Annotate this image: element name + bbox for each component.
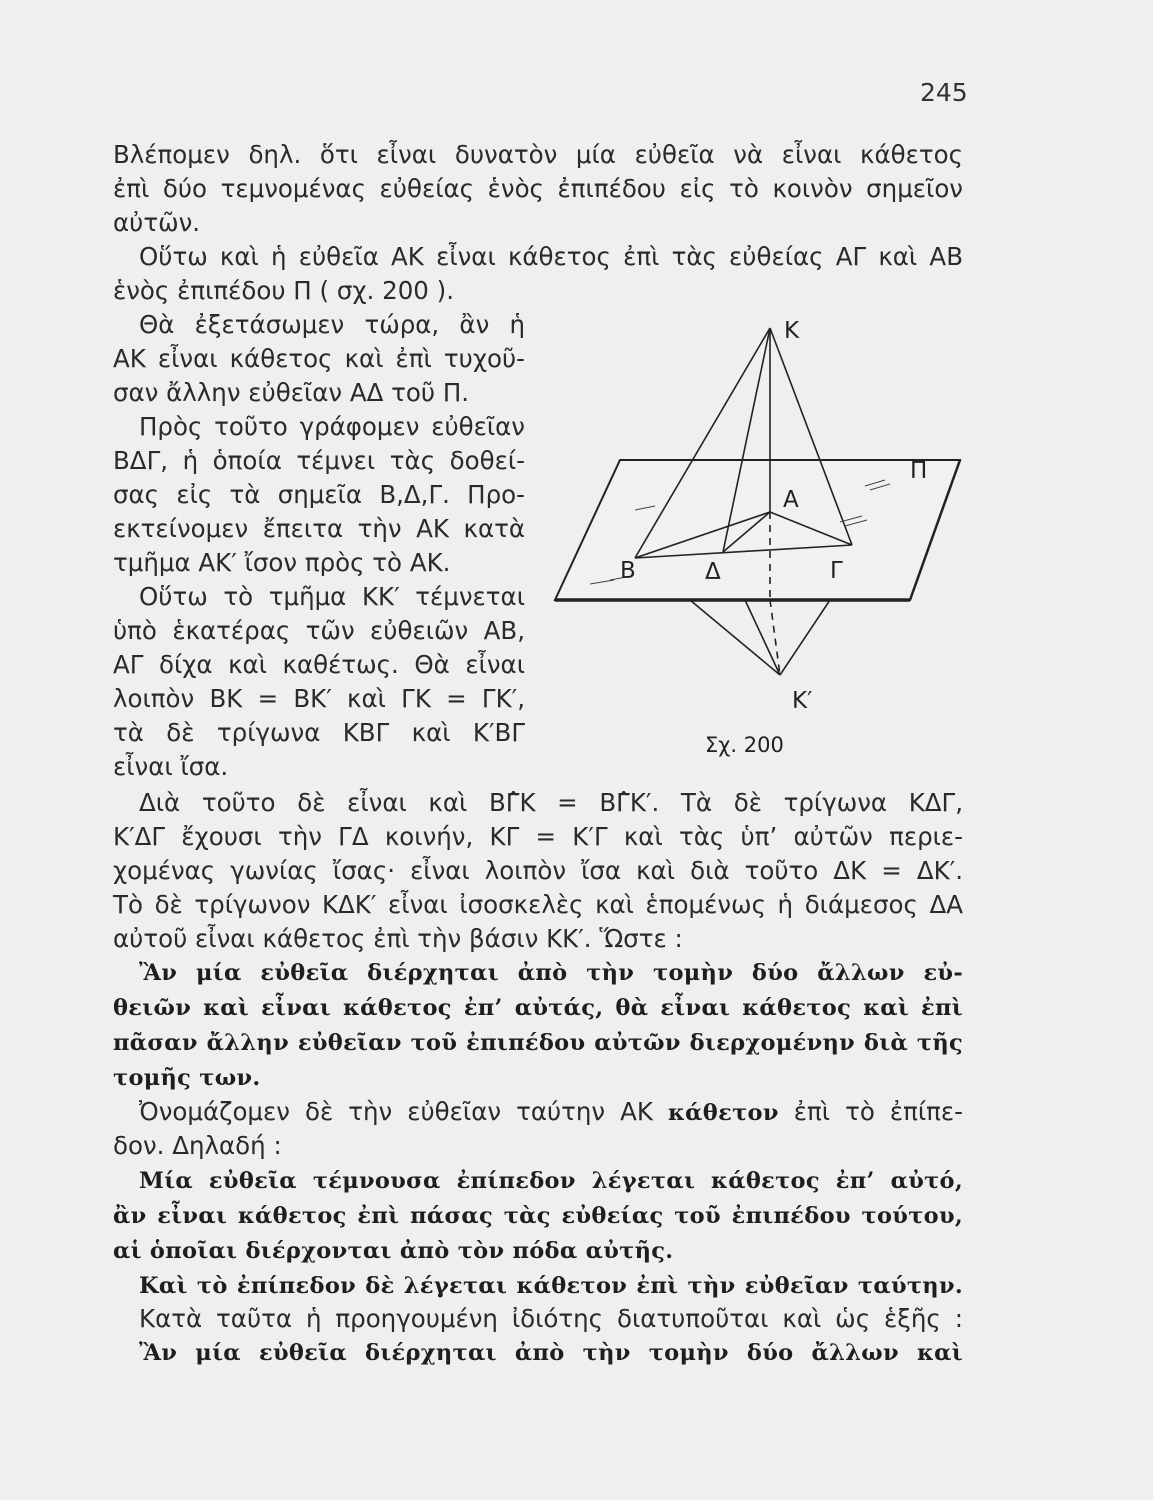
text-line: αὐτοῦ εἶναι κάθετος ἐπὶ τὴν βάσιν ΚΚ′. Ὥστε :: [113, 924, 683, 953]
text-line: Οὕτω τὸ τμῆμα ΚΚ′ τέμνεται: [139, 582, 525, 611]
text-line: ὑπὸ ἑκατέρας τῶν εὐθειῶν ΑΒ,: [113, 616, 525, 645]
text-line: Βλέπομεν δηλ. ὅτι εἶναι δυνατὸν μία εὐθεῖα νὰ εἶναι κάθετος: [113, 140, 963, 169]
text-line: ΑΓ δίχα καὶ καθέτως. Θὰ εἶναι: [113, 650, 525, 679]
text-line: Κατὰ ταῦτα ἡ προηγουμένη ἰδιότης διατυποῦται καὶ ὡς ἑξῆς :: [139, 1304, 963, 1333]
text-line: Κ′ΔΓ ἔχουσι τὴν ΓΔ κοινήν, ΚΓ = Κ′Γ καὶ τὰς ὑπ’ αὐτῶν περιε-: [113, 822, 963, 851]
segment-gk-prime: [780, 600, 830, 675]
segment-dk-prime: [745, 600, 780, 675]
figure-caption: Σχ. 200: [705, 733, 784, 757]
text-line: Μία εὐθεῖα τέμνουσα ἐπίπεδον λέγεται κάθετος ἐπ’ αὐτό,: [139, 1168, 963, 1194]
text-line: ἑνὸς ἐπιπέδου Π ( σχ. 200 ).: [113, 276, 455, 305]
text-line: τμῆμα ΑΚ′ ἴσον πρὸς τὸ ΑΚ.: [113, 548, 451, 577]
text-line: αἱ ὁποῖαι διέρχονται ἀπὸ τὸν πόδα αὐτῆς.: [113, 1238, 674, 1264]
label-b: Β: [620, 558, 636, 584]
text-line: εἶναι ἴσα.: [113, 752, 229, 781]
text-line: Καὶ τὸ ἐπίπεδον δὲ λέγεται κάθετον ἐπὶ τὴν εὐθεῖαν ταύτην.: [139, 1273, 963, 1299]
text-line: σας εἰς τὰ σημεῖα Β,Δ,Γ. Προ-: [113, 480, 525, 509]
segment-bk-prime: [690, 600, 780, 675]
text-line: αὐτῶν.: [113, 208, 201, 237]
text-line: εκτείνομεν ἔπειτα τὴν ΑΚ κατὰ: [113, 514, 525, 543]
text-line: Πρὸς τοῦτο γράφομεν εὐθεῖαν: [139, 412, 525, 441]
text-line: Διὰ τοῦτο δὲ εἶναι καὶ ΒΓ̂Κ = ΒΓ̂Κ′. Τὰ δὲ τρίγωνα ΚΔΓ,: [139, 788, 963, 817]
page-number: 245: [920, 78, 968, 107]
text-line: χομένας γωνίας ἴσας· εἶναι λοιπὸν ἴσα καὶ διὰ τοῦτο ΔΚ = ΔΚ′.: [113, 856, 963, 885]
text-line: Ἂν μία εὐθεῖα διέρχηται ἀπὸ τὴν τομὴν δύο ἄλλων εὐ-: [139, 960, 963, 986]
text-line: πᾶσαν ἄλλην εὐθεῖαν τοῦ ἐπιπέδου αὐτῶν διερχομένην διὰ τῆς: [113, 1030, 963, 1056]
text-line: ἐπὶ δύο τεμνομένας εὐθείας ἑνὸς ἐπιπέδου εἰς τὸ κοινὸν σημεῖον: [113, 174, 963, 203]
text-segment: Ὀνομάζομεν δὲ τὴν εὐθεῖαν ταύτην ΑΚ: [139, 1097, 669, 1126]
text-line: δον. Δηλαδή :: [113, 1131, 282, 1160]
text-line: ΒΔΓ, ἡ ὁποία τέμνει τὰς δοθεί-: [113, 446, 525, 475]
text-line: [113, 1095, 963, 1130]
figure-200: [540, 300, 990, 780]
text-line: ΑΚ εἶναι κάθετος καὶ ἐπὶ τυχοῦ-: [113, 344, 525, 373]
text-line: θειῶν καὶ εἶναι κάθετος ἐπ’ αὐτάς, θὰ εἶναι κάθετος καὶ ἐπὶ: [113, 995, 963, 1021]
text-segment: ἐπὶ τὸ ἐπίπε-: [778, 1097, 963, 1126]
emphasized-term: κάθετον: [668, 1100, 779, 1126]
label-a: Α: [783, 487, 799, 513]
text-line: τομῆς των.: [113, 1065, 261, 1091]
text-line: Θὰ ἐξετάσωμεν τώρα, ἂν ἡ: [139, 310, 525, 339]
text-line: λοιπὸν ΒΚ = ΒΚ′ καὶ ΓΚ = ΓΚ′,: [113, 684, 525, 713]
label-d: Δ: [705, 559, 721, 585]
text-line: Οὕτω καὶ ἡ εὐθεῖα ΑΚ εἶναι κάθετος ἐπὶ τὰς εὐθείας ΑΓ καὶ ΑΒ: [139, 242, 963, 271]
text-line: Ἂν μία εὐθεῖα διέρχηται ἀπὸ τὴν τομὴν δύο ἄλλων καὶ: [139, 1340, 963, 1366]
label-k: Κ: [784, 318, 800, 344]
label-k-prime: Κ′: [792, 688, 813, 714]
plane-perpendicular-diagram: [540, 300, 990, 780]
label-p: Π: [910, 458, 928, 484]
text-line: ἂν εἶναι κάθετος ἐπὶ πάσας τὰς εὐθείας τοῦ ἐπιπέδου τούτου,: [113, 1203, 963, 1229]
text-line: σαν ἄλλην εὐθεῖαν ΑΔ τοῦ Π.: [113, 378, 470, 407]
text-line: Τὸ δὲ τρίγωνον ΚΔΚ′ εἶναι ἰσοσκελὲς καὶ ἑπομένως ἡ διάμεσος ΔΑ: [113, 890, 963, 919]
label-g: Γ: [830, 558, 843, 584]
text-line: τὰ δὲ τρίγωνα ΚΒΓ καὶ Κ′ΒΓ: [113, 718, 525, 747]
